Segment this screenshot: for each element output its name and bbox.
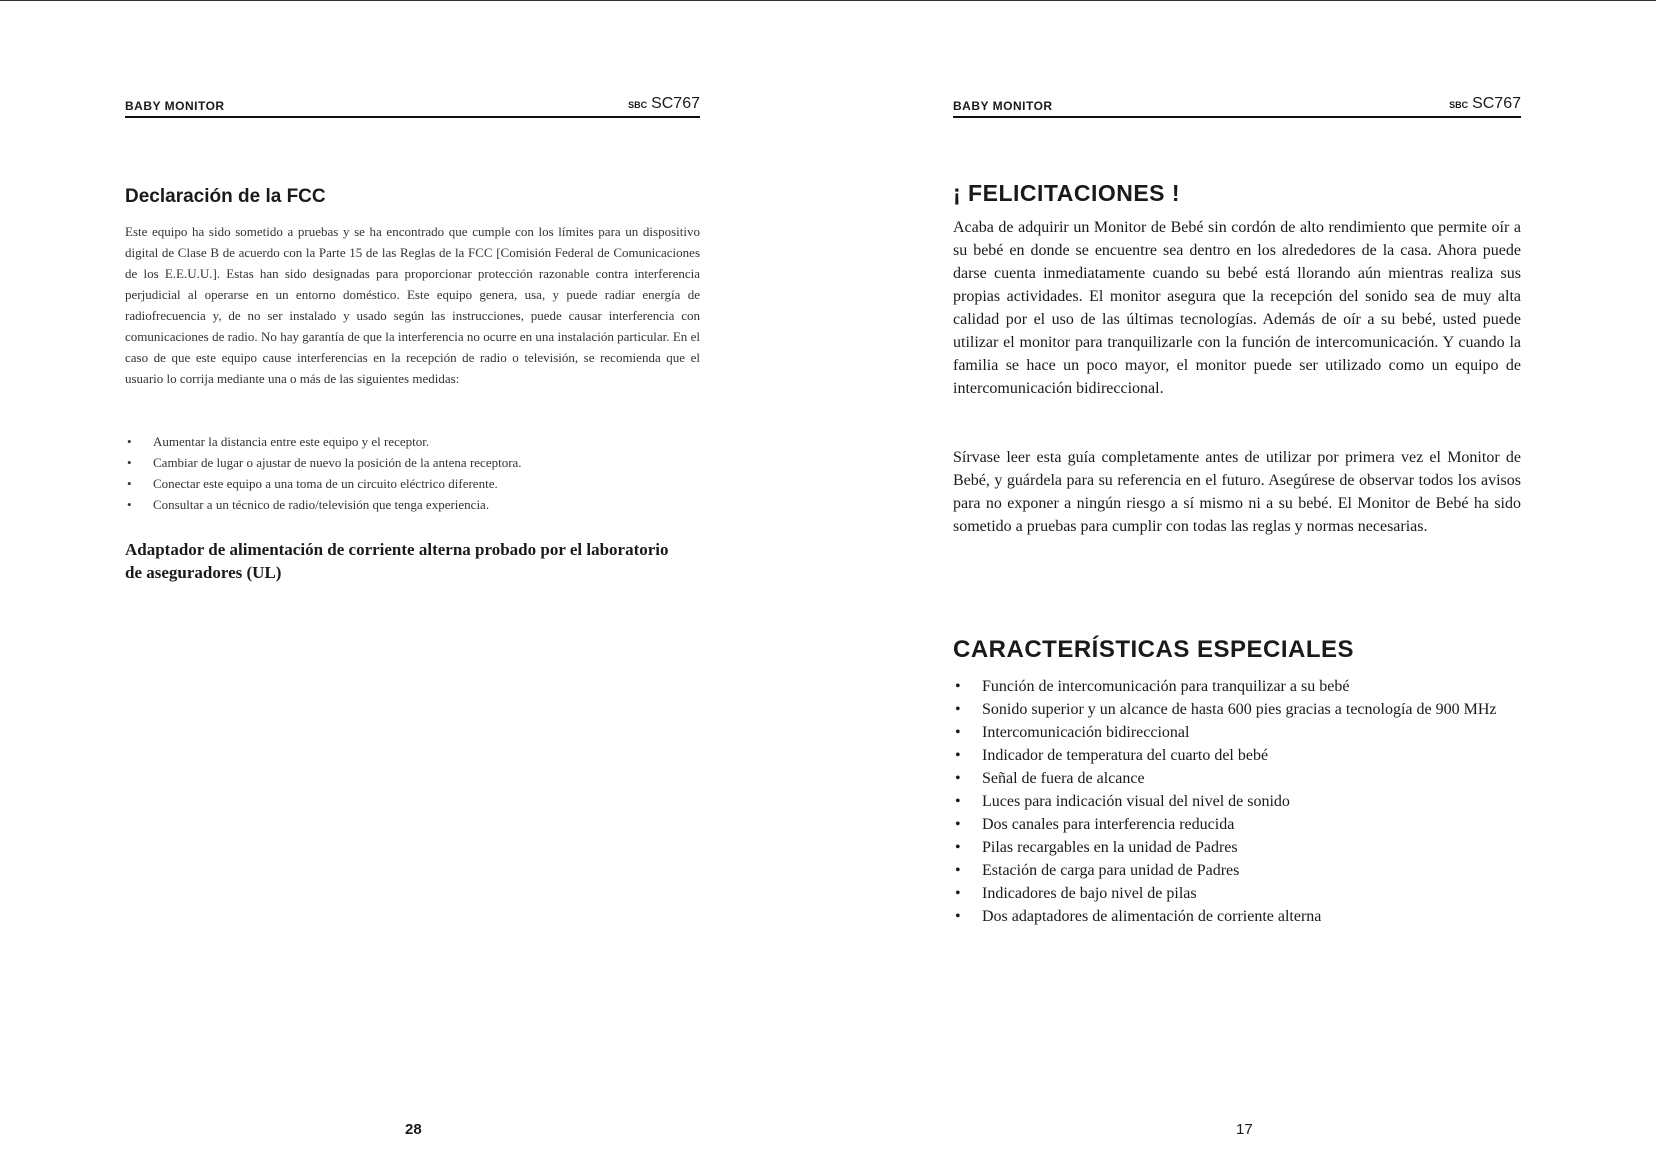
fcc-measure-item: • Aumentar la distancia entre este equipo y el receptor.	[125, 431, 700, 452]
fcc-measure-item: • Conectar este equipo a una toma de un circuito eléctrico diferente.	[125, 473, 700, 494]
header-model-prefix: SBC	[1449, 100, 1469, 110]
fcc-measures-list	[125, 431, 700, 515]
feature-item: • Función de intercomunicación para tranquilizar a su bebé	[953, 675, 1521, 698]
fcc-paragraph: Este equipo ha sido sometido a pruebas y se ha encontrado que cumple con los límites para un dispositivo digital de Clase B de acuerdo con la Parte 15 de las Reglas de la FCC [Comisión Federal de Comunicaciones de los E.E.U.U.]. Estas han sido designadas para proporcionar protección razonable contra interferencia perjudicial al operarse en un entorno doméstico. Este equipo genera, usa, y puede radiar energía de radiofrecuencia y, de no ser instalado y usado según las instrucciones, puede causar interferencia con comunicaciones de radio. No hay garantía de que la interferencia no ocurre en una instalación particular. En el caso de que este equipo cause interferencias en la recepción de radio o televisión, se recomienda que el usuario lo corrija mediante una o más de las siguientes medidas:	[125, 224, 700, 386]
feature-item: • Dos adaptadores de alimentación de corriente alterna	[953, 905, 1521, 928]
page-header	[125, 90, 700, 118]
fcc-heading: Declaración de la FCC	[125, 186, 326, 207]
features-heading: CARACTERÍSTICAS ESPECIALES	[953, 636, 1355, 663]
header-model	[628, 95, 700, 113]
ul-adapter-heading: Adaptador de alimentación de corriente alterna probado por el laboratorio de aseguradores (UL)	[125, 540, 669, 582]
features-list	[953, 675, 1521, 928]
feature-item: • Estación de carga para unidad de Padres	[953, 859, 1521, 882]
intro-paragraph: Acaba de adquirir un Monitor de Bebé sin cordón de alto rendimiento que permite oír a su bebé en donde se encuentre sea dentro en los alrededores de la casa. Ahora puede darse cuenta inmediatamente cuando su bebé está llorando aún mientras realiza sus propias actividades. El monitor asegura que la recepción del sonido sea de muy alta calidad por el uso de las últimas tecnologías. Además de oír a su bebé, usted puede utilizar el monitor para tranquilizarle con la función de intercomunicación. Y cuando la familia se hace un poco mayor, el monitor puede ser utilizado como un equipo de intercomunicación bidireccional.	[953, 219, 1521, 397]
feature-item: • Indicador de temperatura del cuarto del bebé	[953, 744, 1521, 767]
feature-item: • Pilas recargables en la unidad de Padres	[953, 836, 1521, 859]
header-model-prefix: SBC	[628, 100, 648, 110]
fcc-measure-item: • Cambiar de lugar o ajustar de nuevo la posición de la antena receptora.	[125, 452, 700, 473]
congratulations-heading: ¡ FELICITACIONES !	[953, 180, 1181, 206]
feature-item: • Dos canales para interferencia reducida	[953, 813, 1521, 836]
fcc-measure-item: • Consultar a un técnico de radio/televisión que tenga experiencia.	[125, 494, 700, 515]
feature-item: • Intercomunicación bidireccional	[953, 721, 1521, 744]
feature-item: • Luces para indicación visual del nivel de sonido	[953, 790, 1521, 813]
feature-item: • Indicadores de bajo nivel de pilas	[953, 882, 1521, 905]
page-header	[953, 90, 1521, 118]
header-brand: BABY MONITOR	[125, 99, 225, 113]
page-number: 17	[1236, 1121, 1253, 1138]
header-model	[1449, 95, 1521, 113]
header-model-number: SC767	[651, 95, 700, 112]
header-model-number: SC767	[1472, 95, 1521, 112]
right-page	[828, 0, 1656, 1174]
feature-item: • Sonido superior y un alcance de hasta 600 pies gracias a tecnología de 900 MHz	[953, 698, 1521, 721]
header-brand: BABY MONITOR	[953, 99, 1053, 113]
feature-item: • Señal de fuera de alcance	[953, 767, 1521, 790]
page-number: 28	[405, 1121, 422, 1138]
reading-advice-paragraph: Sírvase leer esta guía completamente antes de utilizar por primera vez el Monitor de Bebé, y guárdela para su referencia en el futuro. Asegúrese de observar todos los avisos para no exponer a ningún riesgo a sí mismo ni a su bebé. El Monitor de Bebé ha sido sometido a pruebas para cumplir con todas las reglas y normas necesarias.	[953, 449, 1521, 535]
